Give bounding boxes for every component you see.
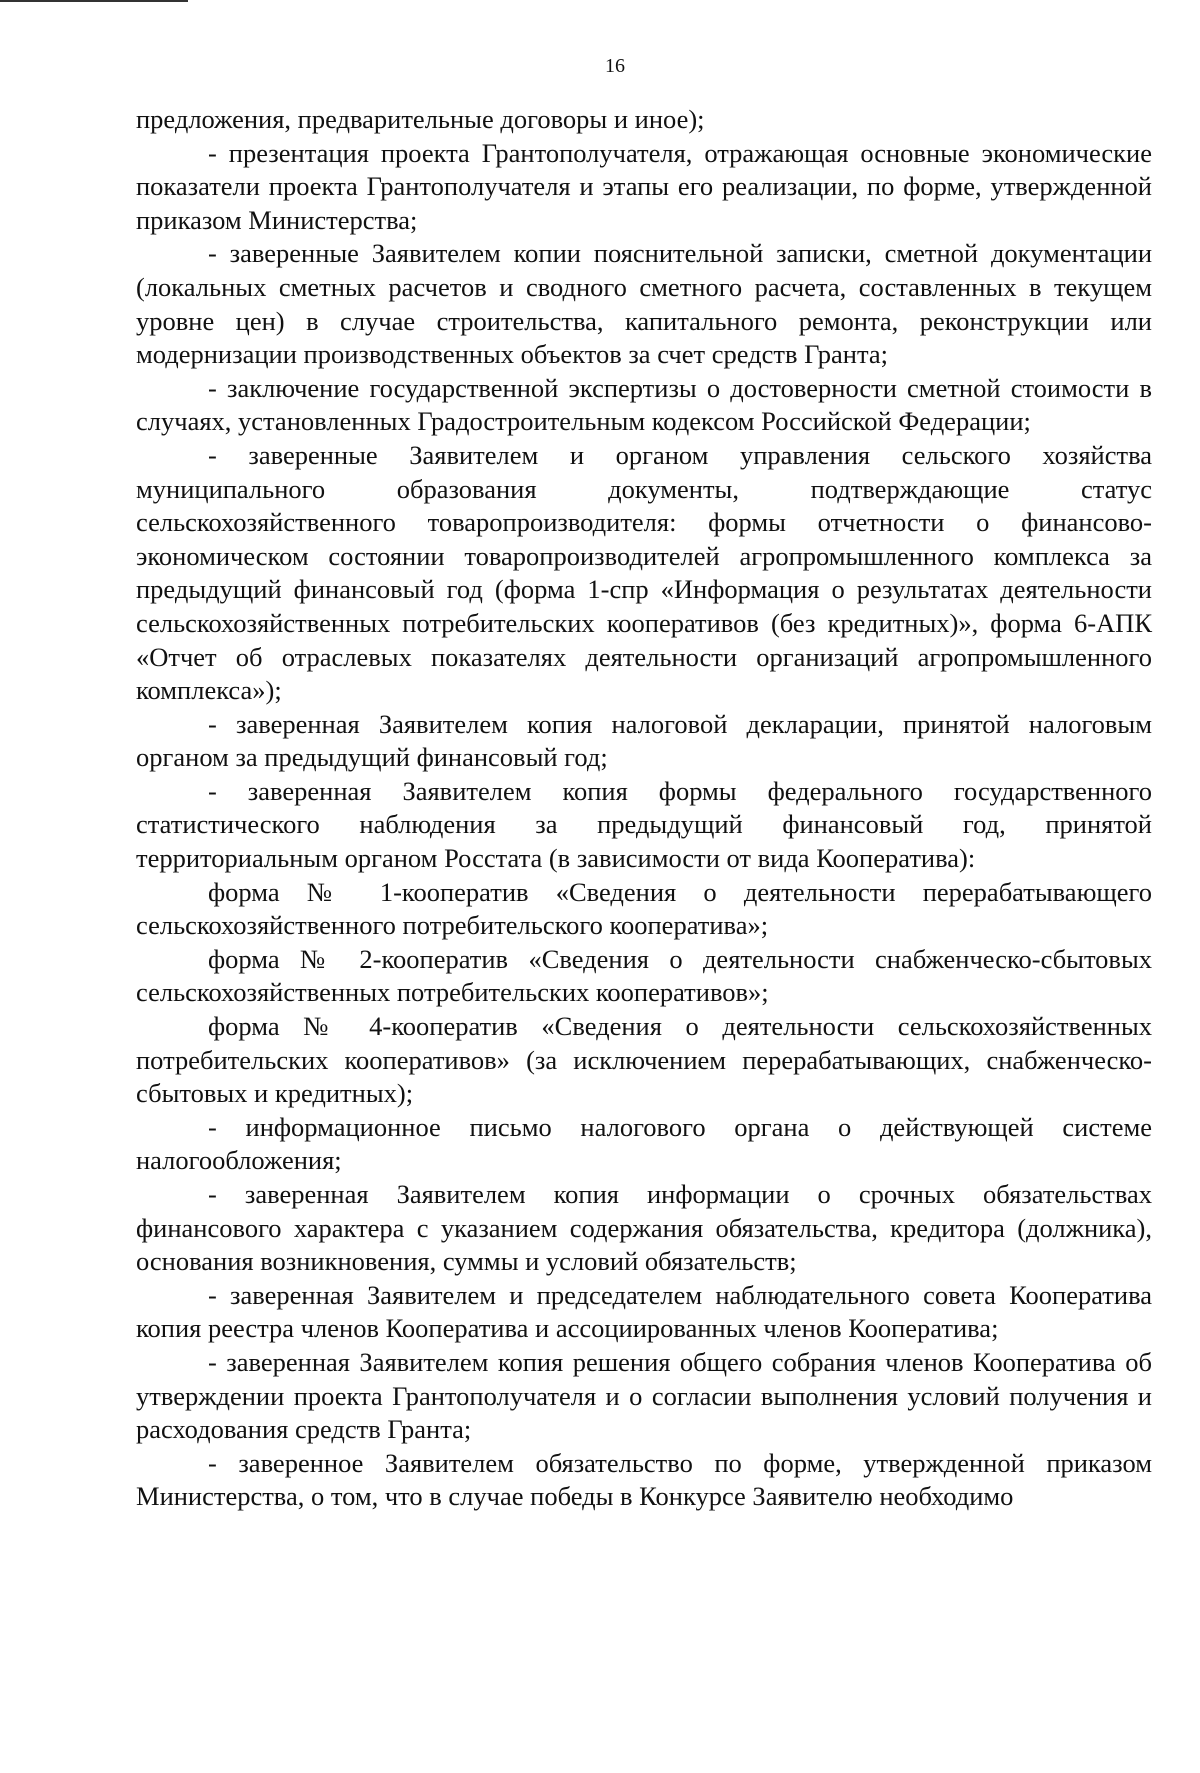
paragraph: предложения, предварительные договоры и иное); [136,104,705,134]
paragraph: форма № 1-кооператив «Сведения о деятельности перерабатывающего сельскохозяйственного потребительского кооператива»; [136,876,1152,941]
paragraph: - презентация проекта Грантополучателя, отражающая основные экономические показатели проекта Грантополучателя и этапы его реализации, по форме, утвержденной приказом Министерства; [136,137,1152,235]
scan-edge-line [0,0,188,2]
paragraph: - заверенная Заявителем копия налоговой декларации, принятой налоговым органом за предыдущий финансовый год; [136,708,1152,773]
paragraph: - заверенная Заявителем копия формы федерального государственного статистического наблюдения за предыдущий финансовый год, принятой территориальным органом Росстата (в зависимости от вида Кооператива): [136,775,1152,874]
page-number: 16 [605,55,625,77]
paragraph: форма № 2-кооператив «Сведения о деятельности снабженческо-сбытовых сельскохозяйственных потребительских кооперативов»; [136,943,1152,1008]
paragraph: - заверенная Заявителем копия решения общего собрания членов Кооператива об утверждении проекта Грантополучателя и о согласии выполнения условий получения и расходования средств Гранта; [136,1346,1152,1445]
paragraph: форма № 4-кооператив «Сведения о деятельности сельскохозяйственных потребительских кооперативов» (за исключением перерабатывающих, снабженческо-сбытовых и кредитных); [136,1011,1152,1109]
paragraph: - информационное письмо налогового органа о действующей системе налогообложения; [136,1111,1152,1176]
document-body [136,103,1152,1514]
paragraph: - заверенные Заявителем копии пояснительной записки, сметной документации (локальных сметных расчетов и сводного сметного расчета, составленных в текущем уровне цен) в случае строительства, капитального ремонта, реконструкции или модернизации производственных объектов за счет средств Гранта; [136,238,1152,370]
paragraph: - заверенные Заявителем и органом управления сельского хозяйства муниципального образования документы, подтверждающие статус сельскохозяйственного товаропроизводителя: формы отчетности о финансово-экономическом состоянии товаропроизводителей агропромышленного комплекса за предыдущий финансовый год (форма 1-спр «Информация о результатах деятельности сельскохозяйственных потребительских кооперативов (без кредитных)», форма 6-АПК «Отчет об отраслевых показателях деятельности организаций агропромышленного комплекса»); [136,439,1152,706]
paragraph: - заключение государственной экспертизы о достоверности сметной стоимости в случаях, установленных Градостроительным кодексом Российской Федерации; [136,372,1152,437]
paragraph: - заверенное Заявителем обязательство по форме, утвержденной приказом Министерства, о том, что в случае победы в Конкурсе Заявителю необходимо [136,1447,1152,1512]
paragraph: - заверенная Заявителем копия информации о срочных обязательствах финансового характера с указанием содержания обязательства, кредитора (должника), основания возникновения, суммы и условий обязательств; [136,1179,1152,1277]
paragraph: - заверенная Заявителем и председателем наблюдательного совета Кооператива копия реестра членов Кооператива и ассоциированных членов Кооператива; [136,1279,1152,1344]
